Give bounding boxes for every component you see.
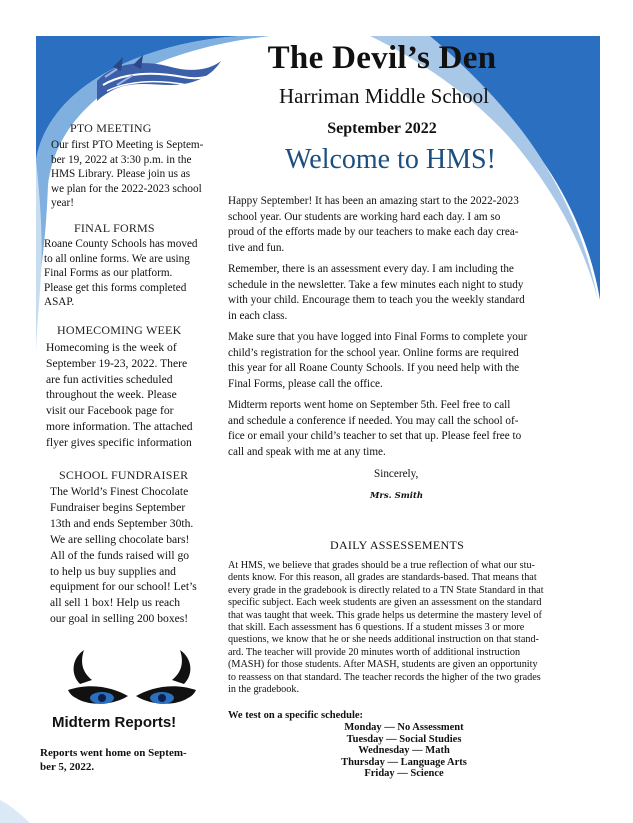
schedule-item: Monday — No Assessment: [344, 722, 464, 733]
letter-closing: Sincerely,: [374, 468, 419, 480]
welcome-heading: Welcome to HMS!: [285, 144, 496, 175]
fundraiser-heading: SCHOOL FUNDRAISER: [59, 468, 189, 482]
schedule-item: Tuesday — Social Studies: [346, 733, 462, 745]
test-schedule: [318, 722, 490, 780]
fundraiser-text: The World’s Finest Chocolate Fundraiser begins September 13th and ends September 30th. We are selling chocolate bars! All of the funds raised will go to help us buy supplies and equipment for our school! Let’s all sell 1 box! Help us reach our goal in selling 200 boxes!: [50, 485, 197, 626]
midterm-heading: Midterm Reports!: [52, 714, 177, 731]
letter-paragraph-2: Remember, there is an assessment every day. I am including the schedule in the newsletter. Take a few minutes each night to study with your child. Encourage them to teach you the weekly standard in each class.: [228, 263, 525, 322]
midterm-text: Reports went home on Septem- ber 5, 2022.: [40, 747, 187, 773]
devil-eyes-icon: [62, 648, 202, 710]
pto-heading: PTO MEETING: [70, 121, 152, 135]
letter-paragraph-4: Midterm reports went home on September 5th. Feel free to call and schedule a conference if needed. You may call the school of- fice or email your child’s teacher to set that up. Please feel free to call and speak with me at any time.: [228, 399, 522, 458]
homecoming-text: Homecoming is the week of September 19-23, 2022. There are fun activities scheduled throughout the week. Please visit our Facebook page for more information. The attached flyer gives specific information: [46, 341, 193, 449]
pto-text: Our first PTO Meeting is Septem- ber 19, 2022 at 3:30 p.m. in the HMS Library. Please join us as we plan for the 2022-2023 school year!: [51, 139, 204, 210]
newsletter-title: The Devil’s Den: [267, 40, 497, 76]
devil-logo: [93, 55, 223, 103]
assessments-text: At HMS, we believe that grades should be a true reflection of what our stu- dents know. For this reason, all grades are standards-based. That means that every grade in the gradebook is directly related to a TN State Standard in that specific subject. Each week students are given an assessment on the standard that was taught that week. This grade helps us determine the mastery level of that skill. Each assessment has 6 questions. If a student misses 3 or more questions, we know that he or she needs additional instruction on that stand- ard. The teacher will provide 20 minutes worth of additional instruction (MASH) for those students. After MASH, students are given an opportunity to reassess on that standard. The teacher records the higher of the two grades in the gradebook.: [228, 560, 544, 696]
letter-paragraph-3: Make sure that you have logged into Final Forms to complete your child’s registration for the school year. Online forms are required this year for all Roane County Schools. If you need help with the Final Forms, please call the office.: [228, 331, 528, 390]
schedule-item: Friday — Science: [364, 768, 444, 780]
schedule-item: Thursday — Language Arts: [341, 756, 467, 768]
schedule-item: Wednesday — Math: [358, 745, 450, 757]
signature: Mrs. Smith: [370, 491, 424, 501]
schedule-intro: We test on a specific schedule:: [228, 710, 364, 721]
homecoming-heading: HOMECOMING WEEK: [57, 323, 182, 337]
assessments-heading: DAILY ASSESSEMENTS: [330, 538, 465, 552]
issue-date: September 2022: [327, 120, 437, 137]
final-forms-heading: FINAL FORMS: [74, 221, 155, 235]
school-name: Harriman Middle School: [279, 84, 489, 108]
letter-paragraph-1: Happy September! It has been an amazing start to the 2022-2023 school year. Our students are working hard each day. I am so proud of the efforts made by our teachers to make each day crea- tive and fun.: [228, 195, 519, 254]
final-forms-text: Roane County Schools has moved to all online forms. We are using Final Forms as our platform. Please get this forms completed ASAP.: [44, 238, 198, 309]
